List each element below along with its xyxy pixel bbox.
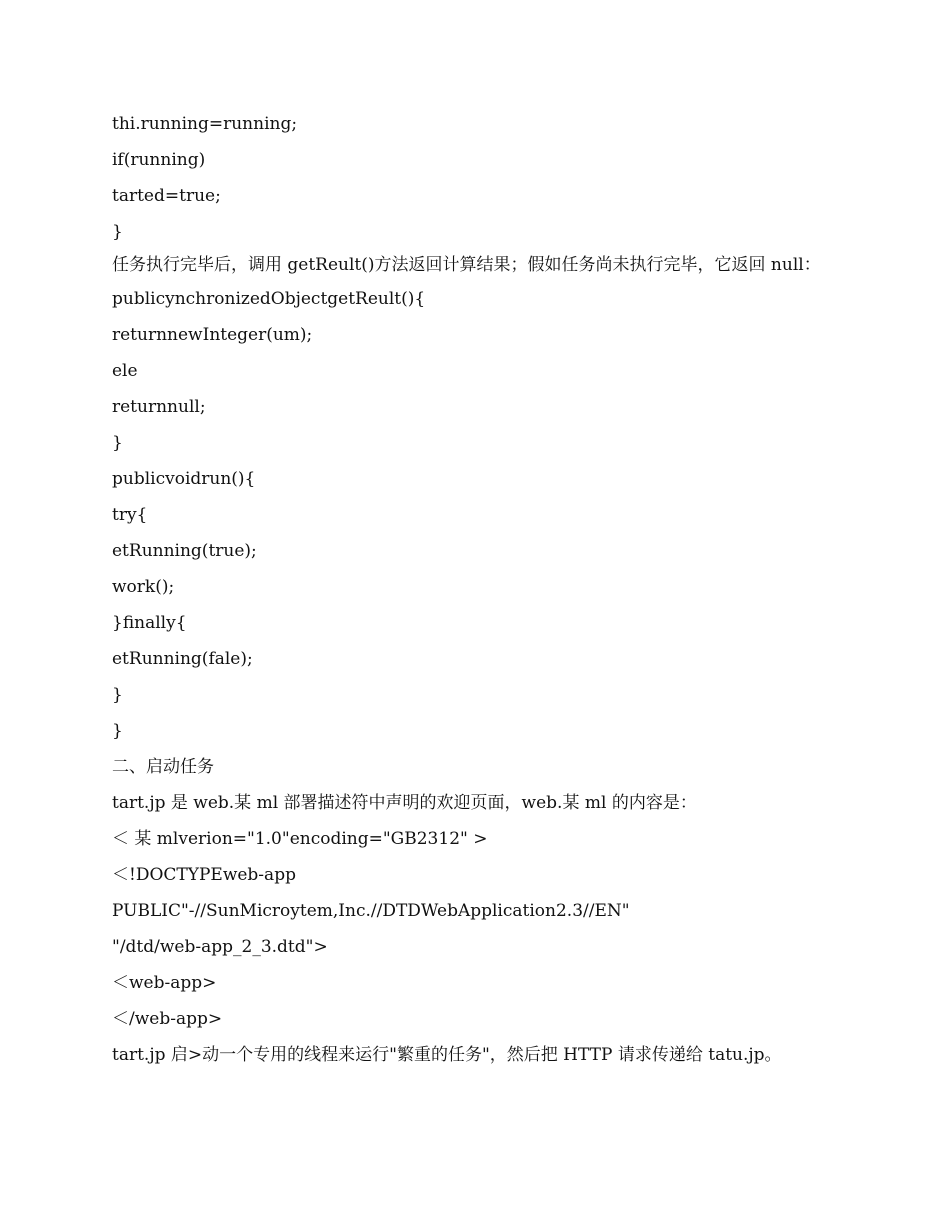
code-line: try{ bbox=[112, 505, 148, 525]
code-line: } bbox=[112, 433, 123, 453]
paragraph: tart.jp 启>动一个专用的线程来运行"繁重的任务"，然后把 HTTP 请求传递给 tatu.jp。 bbox=[112, 1045, 782, 1065]
code-line: work(); bbox=[112, 577, 175, 597]
code-line: ＜ 某 mlverion="1.0"encoding="GB2312" > bbox=[112, 829, 488, 849]
code-line: "/dtd/web-app_2_3.dtd"> bbox=[112, 937, 328, 957]
code-line: ele bbox=[112, 361, 138, 381]
code-line: ＜web-app> bbox=[112, 973, 217, 993]
code-line: } bbox=[112, 222, 123, 242]
code-line: tarted=true; bbox=[112, 186, 221, 206]
code-line: if(running) bbox=[112, 150, 206, 170]
code-line: ＜/web-app> bbox=[112, 1009, 223, 1029]
code-line: returnnull; bbox=[112, 397, 206, 417]
paragraph: 任务执行完毕后，调用 getReult()方法返回计算结果；假如任务尚未执行完毕，它返回 null： bbox=[112, 255, 821, 275]
section-heading: 二、启动任务 bbox=[112, 757, 214, 777]
document-body bbox=[112, 111, 832, 1078]
code-line: etRunning(true); bbox=[112, 541, 257, 561]
code-line: } bbox=[112, 721, 123, 741]
code-line: PUBLIC"-//SunMicroytem,Inc.//DTDWebApplication2.3//EN" bbox=[112, 901, 630, 921]
code-line: returnnewInteger(um); bbox=[112, 325, 313, 345]
code-line: publicynchronizedObjectgetReult(){ bbox=[112, 289, 426, 309]
code-line: thi.running=running; bbox=[112, 114, 298, 134]
code-line: }finally{ bbox=[112, 613, 187, 633]
code-line: ＜!DOCTYPEweb-app bbox=[112, 865, 296, 885]
paragraph: tart.jp 是 web.某 ml 部署描述符中声明的欢迎页面，web.某 ml 的内容是： bbox=[112, 793, 697, 813]
code-line: publicvoidrun(){ bbox=[112, 469, 256, 489]
code-line: etRunning(fale); bbox=[112, 649, 253, 669]
code-line: } bbox=[112, 685, 123, 705]
